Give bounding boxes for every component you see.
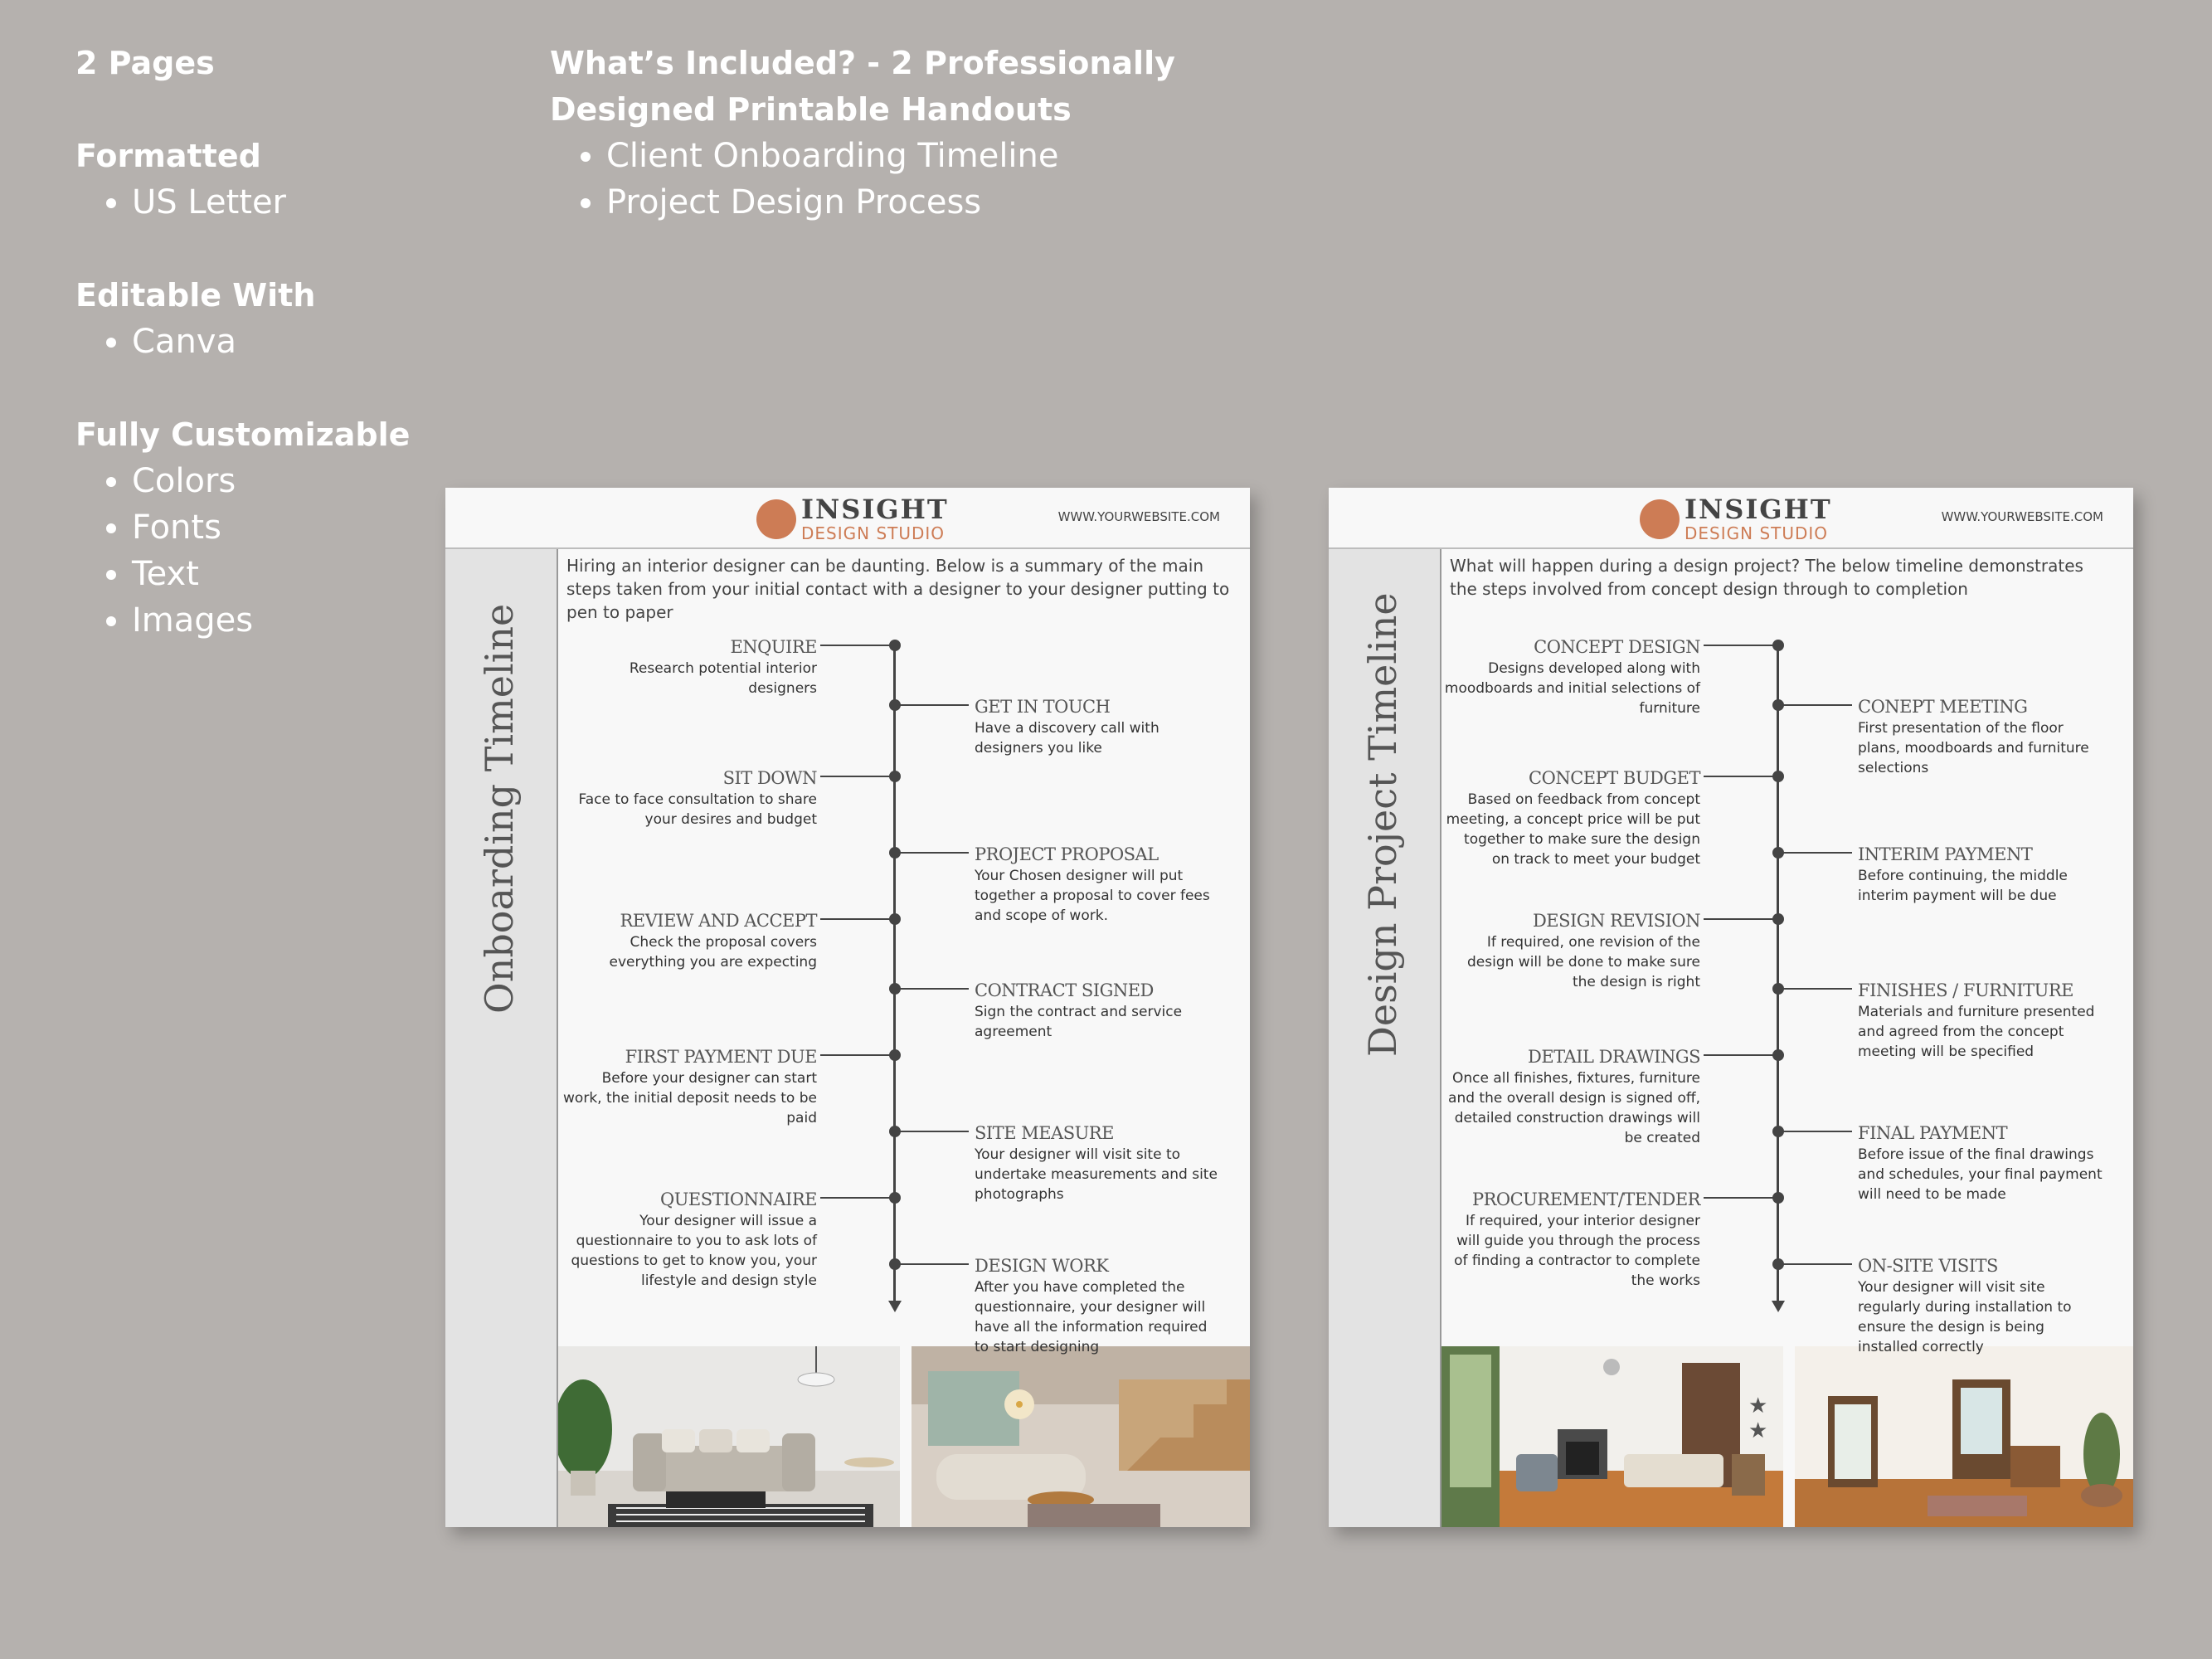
list-item: • Colors	[132, 458, 410, 504]
step-description: Materials and furniture presented and agreed from the concept meeting will be specified	[1858, 1004, 2095, 1060]
list-item: • Fonts	[132, 504, 410, 551]
timeline-step	[975, 1254, 1223, 1357]
step-title: DETAIL DRAWINGS	[1528, 1047, 1700, 1067]
timeline-connector	[896, 1131, 969, 1132]
step-title: PROJECT PROPOSAL	[975, 844, 1159, 864]
logo-circle-icon	[756, 499, 796, 539]
timeline-connector	[820, 776, 893, 777]
handout-page-onboarding	[445, 488, 1250, 1527]
timeline-step	[1443, 766, 1700, 869]
step-description: Before issue of the final drawings and schedules, your final payment will need to be made	[1858, 1146, 2103, 1203]
website-url: WWW.YOURWEBSITE.COM	[1057, 509, 1220, 524]
step-description: Once all finishes, fixtures, furniture and the overall design is signed off, detailed construction drawings will be created	[1448, 1070, 1700, 1146]
step-description: Sign the contract and service agreement	[975, 1004, 1183, 1040]
step-title: PROCUREMENT/TENDER	[1471, 1190, 1700, 1209]
step-description: Before continuing, the middle interim payment will be due	[1858, 868, 2068, 904]
timeline-step	[560, 766, 817, 830]
pages-count: 2 Pages	[75, 45, 215, 81]
timeline-step	[560, 1045, 817, 1128]
features-left	[75, 40, 410, 644]
step-title: FINISHES / FURNITURE	[1858, 980, 2073, 1000]
customizable-heading: Fully Customizable	[75, 416, 411, 453]
timeline-connector	[820, 645, 893, 646]
step-title: REVIEW AND ACCEPT	[620, 911, 817, 931]
step-description: First presentation of the floor plans, moodboards and furniture selections	[1858, 720, 2089, 776]
list-item: • Project Design Process	[606, 179, 1175, 226]
timeline-connector	[896, 704, 969, 706]
step-title: QUESTIONNAIRE	[659, 1190, 817, 1209]
step-title: SITE MEASURE	[975, 1123, 1114, 1143]
timeline-connector	[1779, 1131, 1852, 1132]
step-title: FINAL PAYMENT	[1858, 1123, 2008, 1143]
step-description: Your designer will issue a questionnaire to you to ask lots of questions to get to know you, your lifestyle and design style	[571, 1213, 817, 1289]
page-header	[1329, 488, 2133, 549]
included-list	[550, 133, 1175, 226]
timeline-connector	[1704, 918, 1777, 920]
timeline-step	[560, 909, 817, 972]
step-title: CONEPT MEETING	[1858, 697, 2028, 717]
timeline-connector	[1704, 1054, 1777, 1056]
timeline-connector	[820, 1054, 893, 1056]
intro-text: Hiring an interior designer can be daunting. Below is a summary of the main steps taken from your initial contact with a designer to your designer putting to pen to paper	[566, 556, 1230, 622]
step-description: Designs developed along with moodboards and initial selections of furniture	[1444, 660, 1700, 717]
editable-list	[75, 319, 410, 365]
timeline-connector	[1704, 776, 1777, 777]
step-title: ON-SITE VISITS	[1858, 1256, 1998, 1276]
step-title: CONTRACT SIGNED	[975, 980, 1154, 1000]
timeline-connector	[820, 918, 893, 920]
step-title: FIRST PAYMENT DUE	[625, 1047, 817, 1067]
step-description: Have a discovery call with designers you like	[975, 720, 1159, 757]
timeline-axis	[1777, 645, 1779, 1305]
timeline-connector	[820, 1197, 893, 1199]
timeline-step	[975, 979, 1223, 1042]
step-description: Face to face consultation to share your desires and budget	[578, 791, 817, 828]
list-item: • Images	[132, 597, 410, 644]
svg-text:★: ★	[1748, 1418, 1768, 1443]
timeline-connector	[1779, 1263, 1852, 1265]
timeline-step	[1443, 909, 1700, 992]
step-title: ENQUIRE	[730, 637, 817, 657]
step-title: DESIGN WORK	[975, 1256, 1109, 1276]
step-description: Before your designer can start work, the initial deposit needs to be paid	[563, 1070, 817, 1126]
step-title: DESIGN REVISION	[1532, 911, 1700, 931]
timeline-step	[975, 843, 1223, 926]
list-item: • Text	[132, 551, 410, 597]
step-title: SIT DOWN	[722, 768, 817, 788]
website-url: WWW.YOURWEBSITE.COM	[1941, 509, 2103, 524]
timeline-step	[975, 695, 1223, 758]
timeline-step	[975, 1121, 1223, 1204]
timeline-step	[1858, 695, 2107, 778]
formatted-heading: Formatted	[75, 138, 261, 174]
timeline-connector	[896, 1263, 969, 1265]
svg-text:★: ★	[1748, 1394, 1768, 1418]
intro-text: What will happen during a design project? The below timeline demonstrates the steps involved from concept design through to completion	[1450, 556, 2083, 599]
handout-page-design-project	[1329, 488, 2133, 1527]
step-title: CONCEPT BUDGET	[1529, 768, 1700, 788]
customizable-list	[75, 458, 410, 644]
timeline-connector	[1779, 704, 1852, 706]
vertical-title: Onboarding Timeline	[477, 603, 522, 1014]
list-item: • Canva	[132, 319, 410, 365]
timeline-connector	[1704, 1197, 1777, 1199]
timeline-step	[1443, 1188, 1700, 1291]
interior-photo-hallway	[1795, 1346, 2133, 1527]
step-description: Research potential interior designers	[629, 660, 817, 697]
timeline-step	[560, 635, 817, 698]
step-description: Your designer will visit site regularly during installation to ensure the design is being installed correctly	[1858, 1279, 2072, 1355]
step-description: If required, one revision of the design will be done to make sure the design is right	[1466, 934, 1700, 990]
interior-photo-lounge	[912, 1346, 1250, 1527]
timeline-connector	[1779, 988, 1852, 990]
timeline-axis	[893, 645, 896, 1305]
title-sidebar	[445, 549, 558, 1527]
timeline-arrow-icon	[1772, 1301, 1785, 1312]
timeline-arrow-icon	[888, 1301, 902, 1312]
included-heading-line2: Designed Printable Handouts	[550, 91, 1072, 128]
step-title: GET IN TOUCH	[975, 697, 1111, 717]
logo-circle-icon	[1640, 499, 1680, 539]
list-item: • Client Onboarding Timeline	[606, 133, 1175, 179]
timeline-connector	[1704, 645, 1777, 646]
timeline-connector	[1779, 852, 1852, 854]
title-sidebar	[1329, 549, 1441, 1527]
timeline-connector	[896, 852, 969, 854]
brand-name: INSIGHT	[1685, 494, 1832, 525]
page-header	[445, 488, 1250, 549]
step-description: Check the proposal covers everything you are expecting	[609, 934, 817, 971]
step-title: CONCEPT DESIGN	[1534, 637, 1700, 657]
step-description: Your Chosen designer will put together a proposal to cover fees and scope of work.	[975, 868, 1210, 924]
step-description: Your designer will visit site to undertake measurements and site photographs	[975, 1146, 1218, 1203]
step-description: Based on feedback from concept meeting, a concept price will be put together to make sure the design on track to meet your budget	[1446, 791, 1700, 868]
timeline-step	[1858, 843, 2107, 906]
brand-name: INSIGHT	[801, 494, 949, 525]
timeline-connector	[896, 988, 969, 990]
editable-heading: Editable With	[75, 277, 316, 314]
timeline-step	[1443, 635, 1700, 718]
timeline-step	[560, 1188, 817, 1291]
included-heading-line1: What’s Included? - 2 Professionally	[550, 45, 1175, 81]
step-title: INTERIM PAYMENT	[1858, 844, 2033, 864]
interior-photo-living-room	[1441, 1346, 1783, 1527]
timeline-step	[1858, 979, 2107, 1062]
step-description: After you have completed the questionnaire, your designer will have all the information required to start designing	[975, 1279, 1208, 1355]
list-item: • US Letter	[132, 179, 410, 226]
brand-subtitle: DESIGN STUDIO	[1685, 523, 1829, 543]
timeline-step	[1443, 1045, 1700, 1148]
timeline-step	[1858, 1121, 2107, 1204]
timeline-step	[1858, 1254, 2107, 1357]
interior-photo-living-room	[558, 1346, 900, 1527]
formatted-list	[75, 179, 410, 226]
brand-subtitle: DESIGN STUDIO	[801, 523, 946, 543]
features-included	[550, 40, 1175, 226]
vertical-title: Design Project Timeline	[1360, 592, 1405, 1057]
step-description: If required, your interior designer will guide you through the process of finding a contractor to complete the works	[1454, 1213, 1700, 1289]
